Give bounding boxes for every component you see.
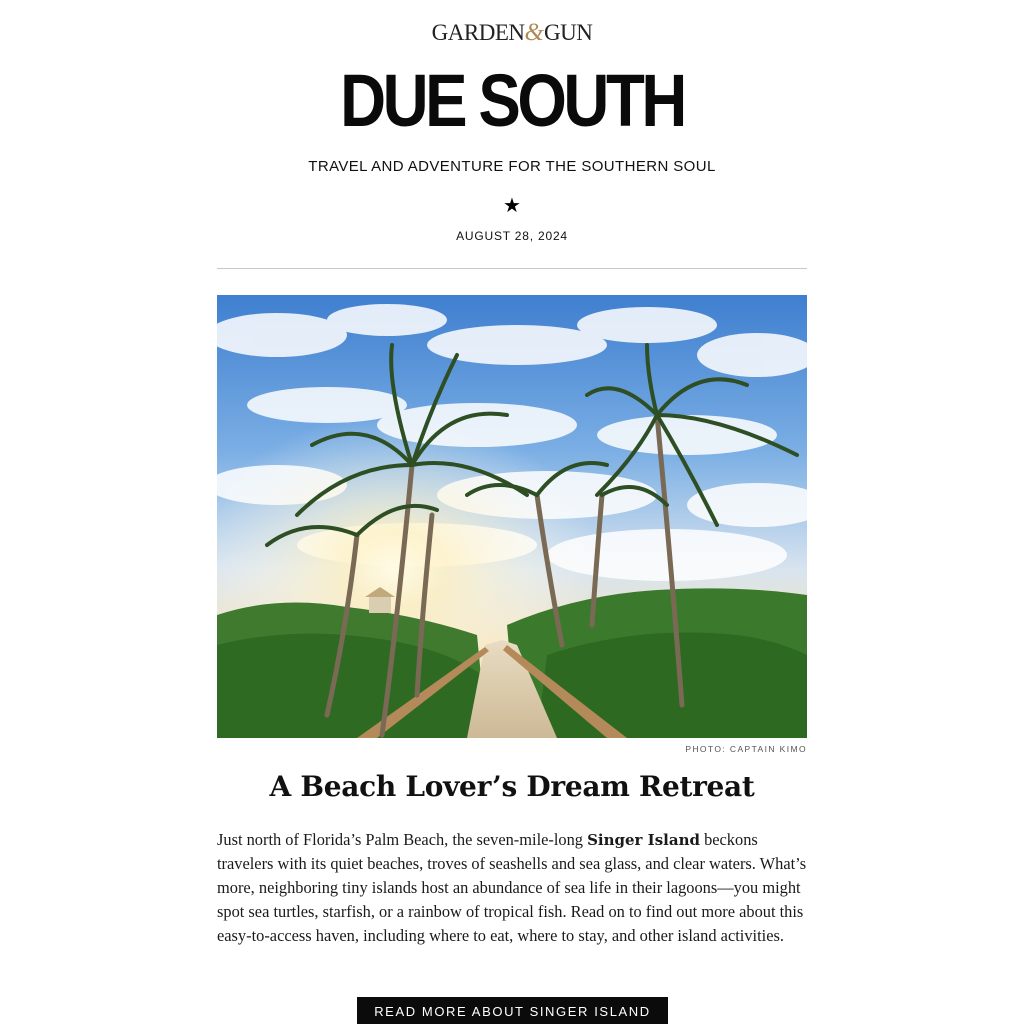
brand-logo-ampersand: & [524, 19, 544, 46]
singer-island-link[interactable]: Singer Island [587, 831, 700, 849]
hero-photo[interactable] [217, 295, 807, 738]
article-headline[interactable]: A Beach Lover’s Dream Retreat [269, 770, 755, 803]
issue-date: AUGUST 28, 2024 [456, 229, 568, 243]
brand-logo[interactable] [217, 18, 807, 48]
photo-credit: PHOTO: CAPTAIN KIMO [685, 744, 807, 754]
article-body-rest: beckons travelers with its quiet beaches, troves of seashells and sea glass, and clear waters. What’s more, neighboring tiny islands host an abundance of sea life in their lagoons—you might spot sea turtles, starfish, or a rainbow of tropical fish. Read on to find out more about this easy-to-access haven, including where to eat, where to stay, and other island activities. [217, 830, 807, 945]
newsletter-masthead: DUE SOUTH [340, 59, 684, 142]
newsletter-tagline: TRAVEL AND ADVENTURE FOR THE SOUTHERN SOUL [308, 158, 716, 175]
header-divider [217, 268, 807, 269]
read-more-button[interactable]: READ MORE ABOUT SINGER ISLAND [357, 997, 668, 1024]
brand-logo-right: GUN [543, 20, 593, 45]
article-body [217, 828, 809, 948]
brand-logo-left: GARDEN [431, 20, 525, 45]
star-icon: ★ [503, 193, 521, 217]
article-body-intro: Just north of Florida’s Palm Beach, the seven-mile-long [217, 830, 588, 849]
